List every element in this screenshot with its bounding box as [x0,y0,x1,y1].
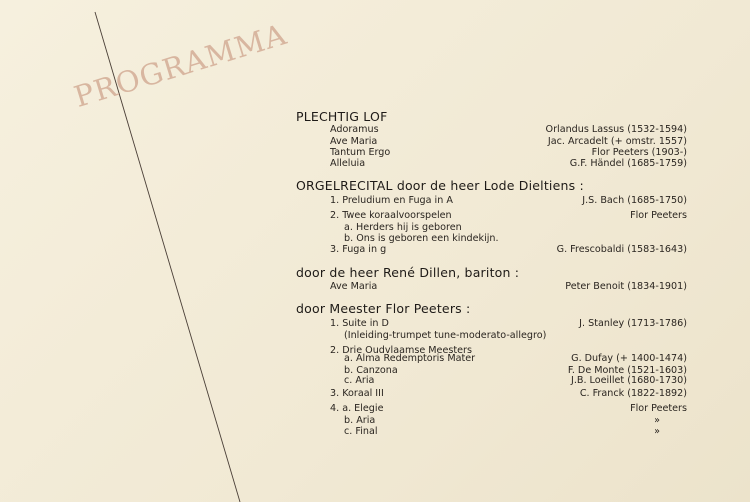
composer: Orlandus Lassus (1532-1594) [545,124,687,135]
section-heading-rene-dillen: door de heer René Dillen, bariton : [296,265,520,280]
piece-title: c. Aria [344,375,375,386]
list-item [330,281,687,293]
piece-subtitle: (Inleiding-trumpet tune-moderato-allegro) [344,330,547,341]
list-item [344,330,644,342]
composer: Flor Peeters [630,403,687,414]
piece-title: 3. Koraal III [330,388,384,399]
piece-title: a. Herders hij is geboren [344,222,462,233]
section-heading-orgelrecital: ORGELRECITAL door de heer Lode Dieltiens : [296,178,584,193]
list-item [330,318,687,330]
list-item [330,124,687,136]
composer: G. Frescobaldi (1583-1643) [556,244,687,255]
composer: C. Franck (1822-1892) [579,388,687,399]
list-item [330,210,687,222]
section-heading-flor-peeters: door Meester Flor Peeters : [296,301,471,316]
section-heading-plechtig-lof: PLECHTIG LOF [296,109,388,124]
piece-title: 2. Drie Oudvlaamse Meesters [330,345,472,356]
composer: F. De Monte (1521-1603) [567,365,687,376]
composer: J.B. Loeillet (1680-1730) [571,375,687,386]
piece-title: Tantum Ergo [330,147,391,158]
piece-title: a. Alma Redemptoris Mater [344,353,476,364]
list-item [330,388,687,400]
piece-title: Ave Maria [330,136,378,147]
composer: J.S. Bach (1685-1750) [582,195,687,206]
piece-title: Ave Maria [330,281,378,292]
composer: G.F. Händel (1685-1759) [569,158,687,169]
composer: Flor Peeters (1903-) [591,147,687,158]
program-title: PROGRAMMA [70,17,291,114]
composer: J. Stanley (1713-1786) [579,318,687,329]
list-item [330,403,687,415]
list-item [344,353,687,365]
piece-title: 4. a. Elegie [330,403,384,414]
piece-title: Adoramus [330,124,379,135]
ditto-mark: » [654,415,660,426]
piece-title: b. Aria [344,415,376,426]
list-item [344,375,687,387]
ditto-mark: » [654,426,660,437]
piece-title: b. Ons is geboren een kindekijn. [344,233,499,244]
piece-title: b. Canzona [344,365,398,376]
composer: Flor Peeters [630,210,687,221]
piece-title: 1. Preludium en Fuga in A [330,195,453,206]
composer: Peter Benoit (1834-1901) [565,281,687,292]
list-item [330,244,687,256]
piece-title: 1. Suite in D [330,318,389,329]
composer: G. Dufay (+ 1400-1474) [571,353,687,364]
piece-title: 3. Fuga in g [330,244,387,255]
piece-title: Alleluia [330,158,366,169]
list-item [344,426,660,438]
list-item [330,158,687,170]
piece-title: c. Final [344,426,378,437]
composer: Jac. Arcadelt (+ omstr. 1557) [547,136,687,147]
piece-title: 2. Twee koraalvoorspelen [330,210,452,221]
list-item [330,195,687,207]
